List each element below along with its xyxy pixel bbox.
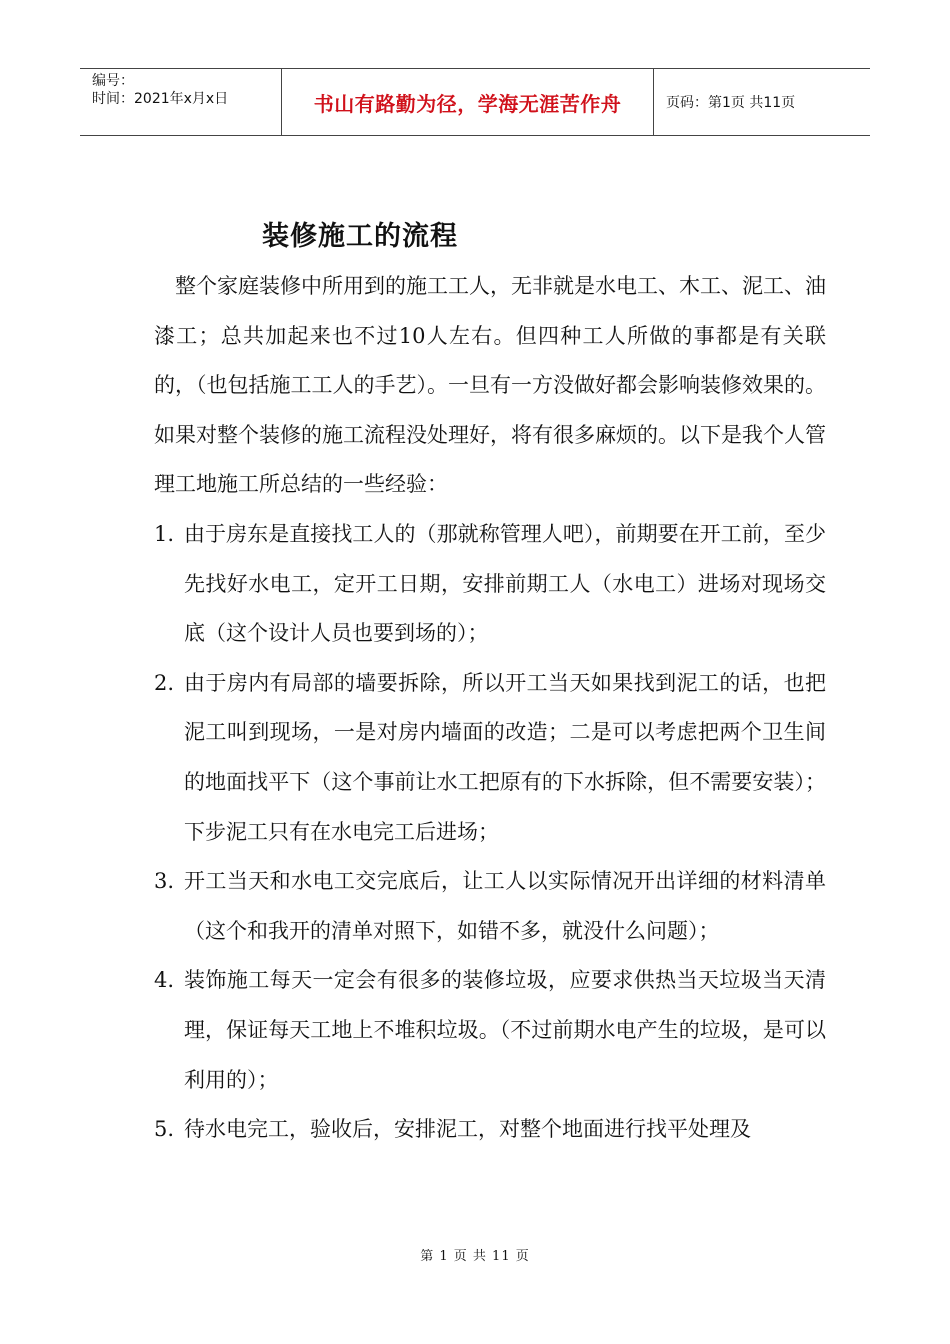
page-footer: 第 1 页 共 11 页 <box>420 1249 530 1264</box>
document-title: 装修施工的流程 <box>262 221 458 252</box>
header-motto: 书山有路勤为径，学海无涯苦作舟 <box>313 91 622 116</box>
list-item-text: 由于房东是直接找工人的（那就称管理人吧），前期要在开工前，至少先找好水电工，定开工日期，安排前期工人（水电工）进场对现场交底（这个设计人员也要到场的）； <box>184 521 826 646</box>
list-item-number: 3. <box>154 869 175 894</box>
document-body <box>154 262 826 1155</box>
intro-paragraph: 整个家庭装修中所用到的施工工人，无非就是水电工、木工、泥工、油漆工；总共加起来也不过10人左右。但四种工人所做的事都是有关联的，（也包括施工工人的手艺）。一旦有一方没做好都会影响装修效果的。如果对整个装修的施工流程没处理好，将有很多麻烦的。以下是我个人管理工地施工所总结的一些经验： <box>154 274 826 497</box>
step-list <box>154 510 826 1155</box>
header-page-number: 页码：第1页 共11页 <box>666 95 796 111</box>
list-item-text: 待水电完工，验收后，安排泥工，对整个地面进行找平处理及 <box>184 1117 751 1142</box>
header-motto-cell <box>281 69 654 135</box>
list-item <box>154 956 826 1105</box>
list-item-text: 装饰施工每天一定会有很多的装修垃圾，应要求供热当天垃圾当天清理，保证每天工地上不堆积垃圾。（不过前期水电产生的垃圾，是可以利用的）； <box>184 968 826 1092</box>
page-header <box>80 68 870 136</box>
list-item-number: 2. <box>154 670 175 695</box>
list-item <box>154 857 826 956</box>
list-item <box>154 1105 826 1155</box>
list-item-text: 由于房内有局部的墙要拆除，所以开工当天如果找到泥工的话，也把泥工叫到现场，一是对房内墙面的改造；二是可以考虑把两个卫生间的地面找平下（这个事前让水工把原有的下水拆除，但不需要安装）；下步泥工只有在水电完工后进场； <box>184 670 826 844</box>
document-number-label: 编号： <box>92 73 134 89</box>
document-date-label: 时间：2021年x月x日 <box>92 91 229 107</box>
list-item <box>154 510 826 659</box>
list-item <box>154 659 826 857</box>
list-item-number: 4. <box>154 968 175 993</box>
list-item-number: 5. <box>154 1117 175 1142</box>
list-item-text: 开工当天和水电工交完底后，让工人以实际情况开出详细的材料清单（这个和我开的清单对照下，如错不多，就没什么问题）； <box>184 869 826 943</box>
list-item-number: 1. <box>154 521 175 546</box>
header-meta <box>80 69 281 135</box>
